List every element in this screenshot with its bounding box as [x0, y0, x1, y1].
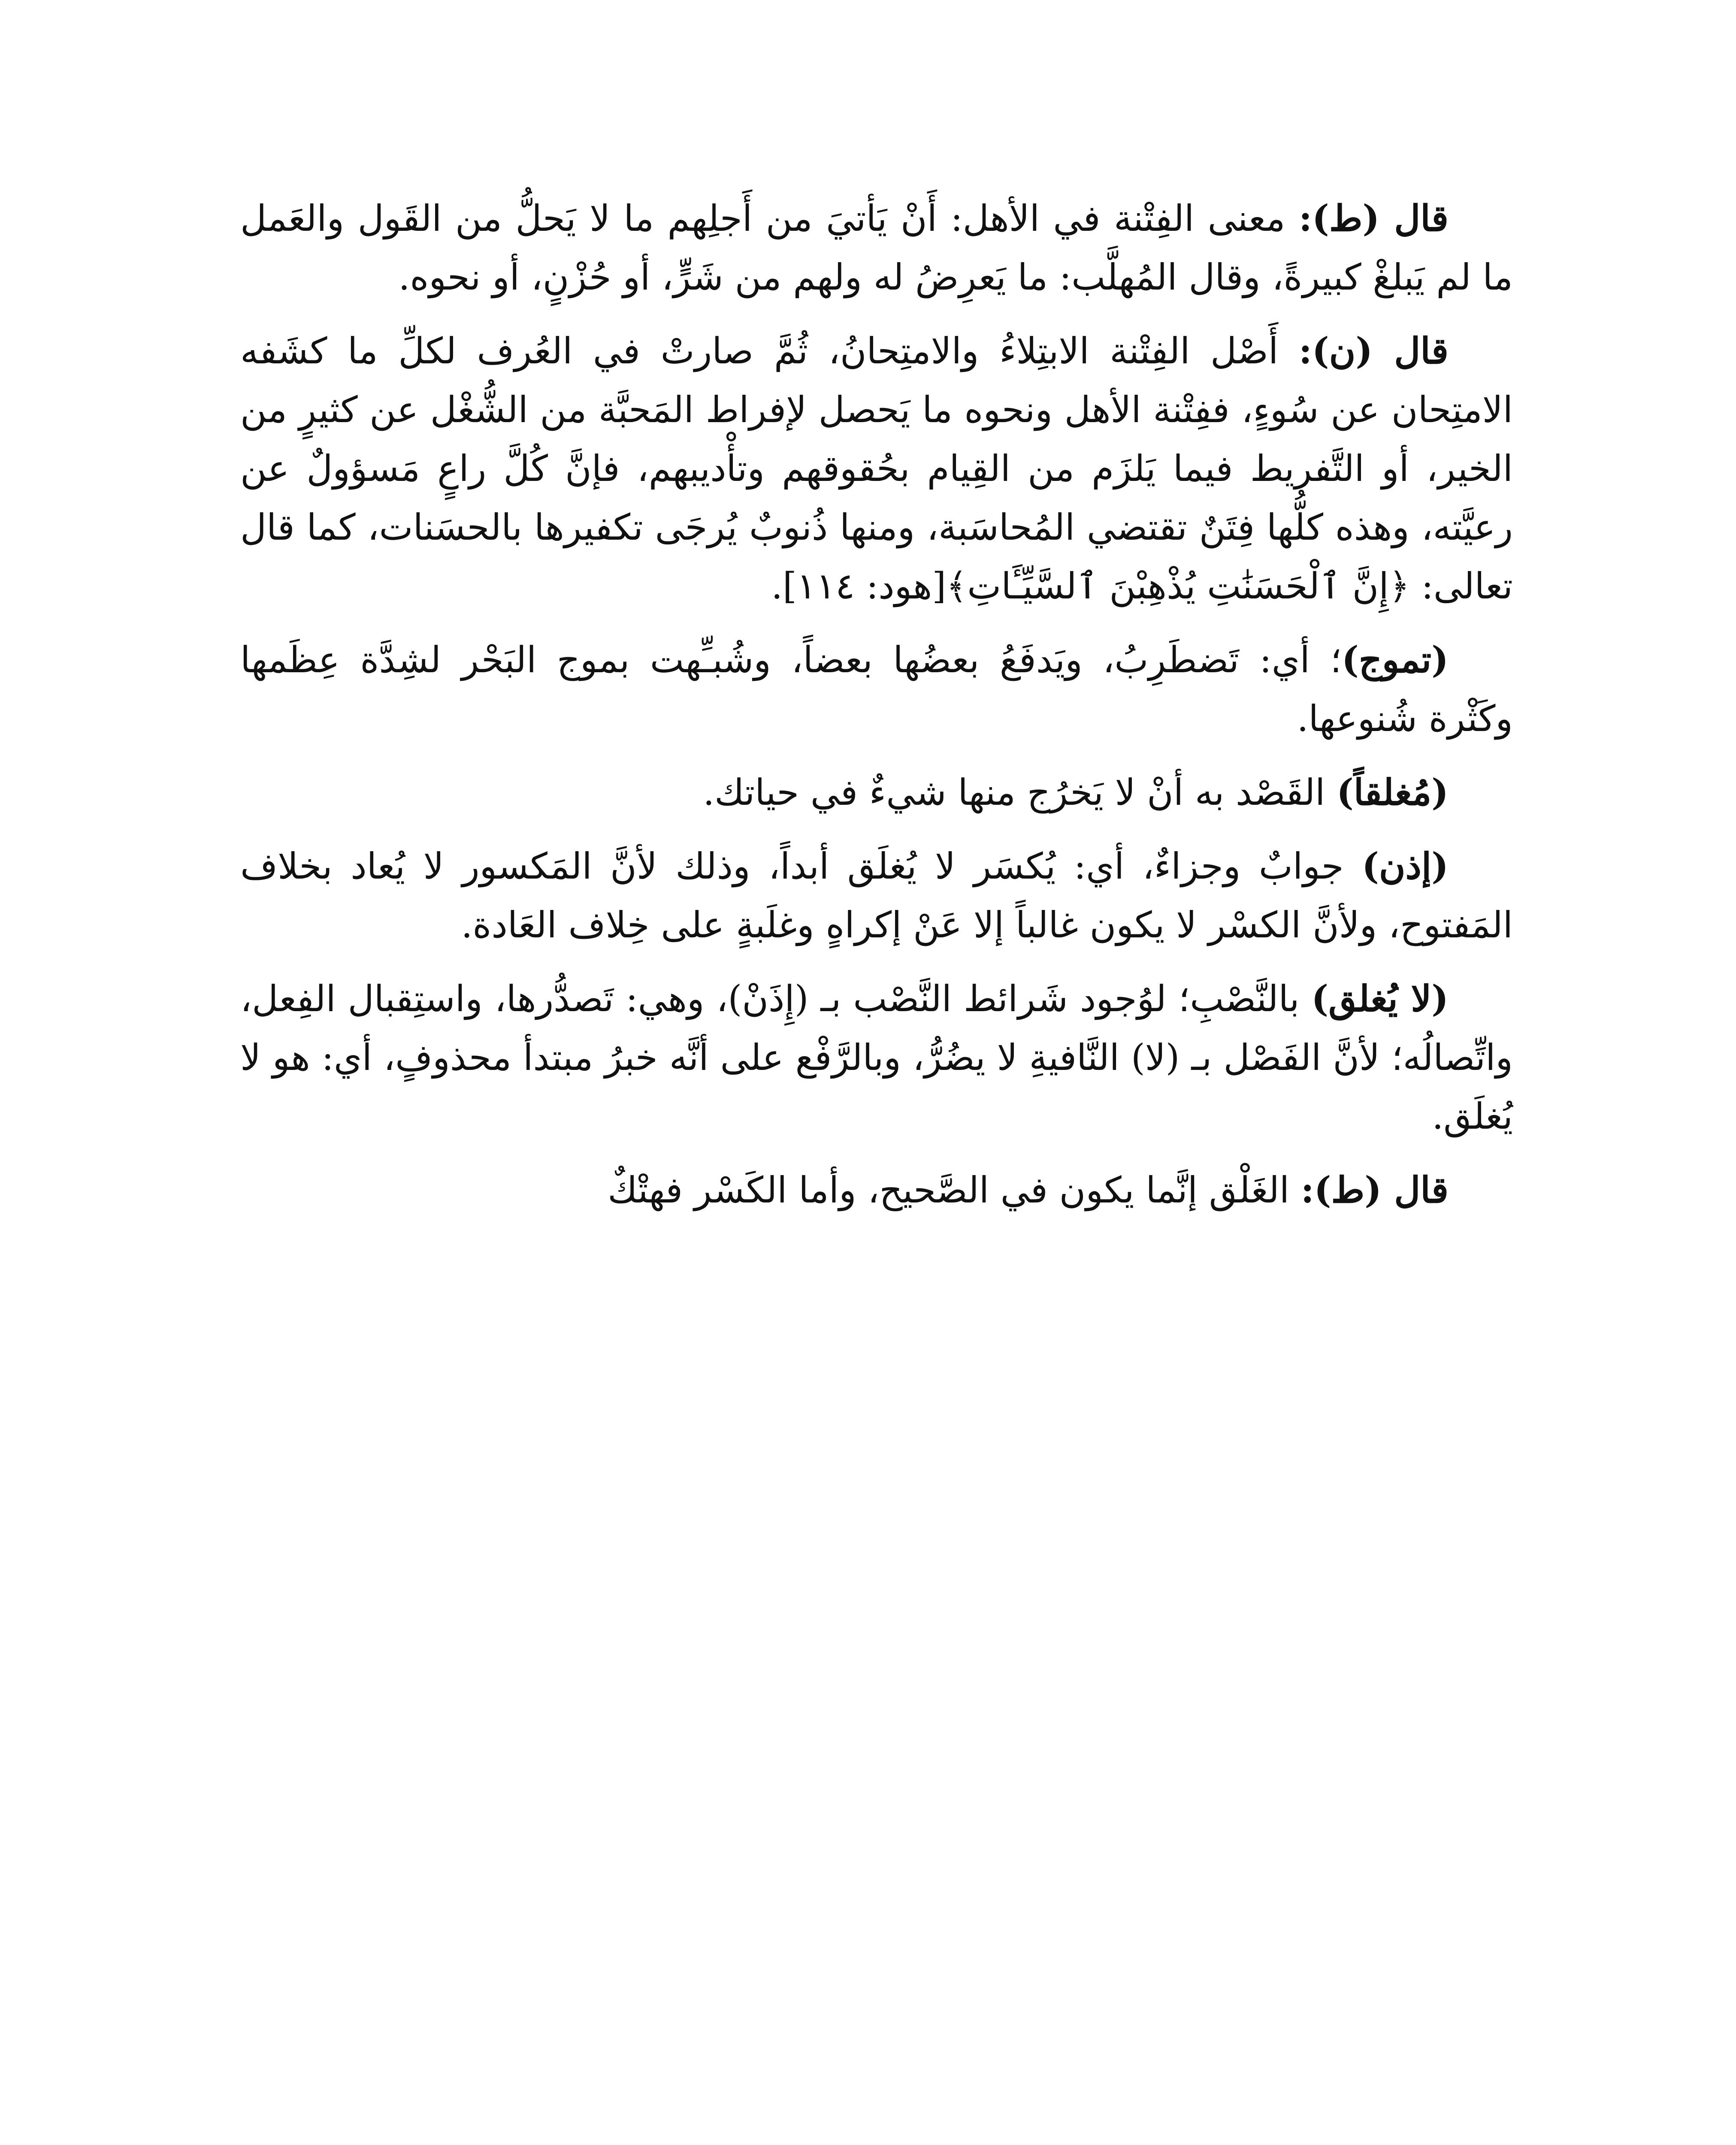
paragraph-1-body: معنى الفِتْنة في الأهل: أَنْ يَأتيَ من أَجلِهم ما لا يَحلُّ من القَول والعَمل ما لم يَبلغْ كبيرةً، وقال المُهلَّب: ما يَعرِضُ له ولهم من شَرٍّ، أو حُزْنٍ، أو نحوه. — [240, 197, 1513, 298]
paragraph-7 — [240, 1160, 1513, 1220]
paragraph-3-body: ؛ أي: تَضطَرِبُ، ويَدفَعُ بعضُها بعضاً، وشُبـِّهت بموج البَحْر لشِدَّة عِظَمها وكَثْرة شُنوعها. — [240, 639, 1513, 740]
paragraph-6 — [240, 969, 1513, 1146]
paragraph-2-body: أَصْل الفِتْنة الابتِلاءُ والامتِحانُ، ثُمَّ صارتْ في العُرف لكلِّ ما كشَفه الامتِحان عن سُوءٍ، ففِتْنة الأهل ونحوه ما يَحصل لإفراط المَحبَّة من الشُّغْل عن كثيرٍ من الخير، أو التَّفريط فيما يَلزَم من القِيام بحُقوقهم وتأْديبهم، فإنَّ كُلَّ راعٍ مَسؤولٌ عن رعيَّته، وهذه كلُّها فِتَنٌ تقتضي المُحاسَبة، ومنها ذُنوبٌ يُرجَى تكفيرها بالحسَنات، كما قال تعالى: ﴿إِنَّ ٱلْحَسَنَٰتِ يُذْهِبْنَ ٱلسَّيِّـَٔاتِ﴾[هود: ١١٤]. — [240, 330, 1513, 607]
paragraph-4-heading: (مُغلقاً) — [1337, 771, 1449, 813]
paragraph-1-heading: قال (ط): — [1299, 197, 1449, 239]
paragraph-6-heading: (لا يُغلق) — [1311, 977, 1449, 1020]
paragraph-7-body: الغَلْق إنَّما يكون في الصَّحيح، وأما الكَسْر فهتْكٌ — [608, 1169, 1301, 1211]
commentary-text — [240, 189, 1513, 1234]
paragraph-5 — [240, 837, 1513, 955]
paragraph-4-body: القَصْد به أنْ لا يَخرُج منها شيءٌ في حياتك. — [703, 771, 1337, 813]
paragraph-3-heading: (تموج) — [1341, 638, 1449, 681]
paragraph-2-heading: قال (ن): — [1298, 329, 1449, 372]
paragraph-4 — [240, 763, 1513, 822]
paragraph-5-heading: (إذن) — [1362, 845, 1449, 887]
paragraph-7-heading: قال (ط): — [1300, 1169, 1449, 1211]
paragraph-2 — [240, 321, 1513, 616]
paragraph-6-body: بالنَّصْبِ؛ لوُجود شَرائط النَّصْب بـ (إِذَنْ)، وهي: تَصدُّرها، واستِقبال الفِعل، واتِّصالُه؛ لأنَّ الفَصْل بـ (لا) النَّافيةِ لا يضُرُّ، وبالرَّفْع على أنَّه خبرُ مبتدأ محذوفٍ، أي: هو لا يُغلَق. — [240, 978, 1513, 1137]
paragraph-1 — [240, 189, 1513, 307]
paragraph-3 — [240, 630, 1513, 748]
paragraph-5-body: جوابٌ وجزاءٌ، أي: يُكسَر لا يُغلَق أبداً، وذلك لأنَّ المَكسور لا يُعاد بخلاف المَفتوح، ولأنَّ الكسْر لا يكون غالباً إلا عَنْ إكراهٍ وغلَبةٍ على خِلاف العَادة. — [240, 845, 1513, 946]
